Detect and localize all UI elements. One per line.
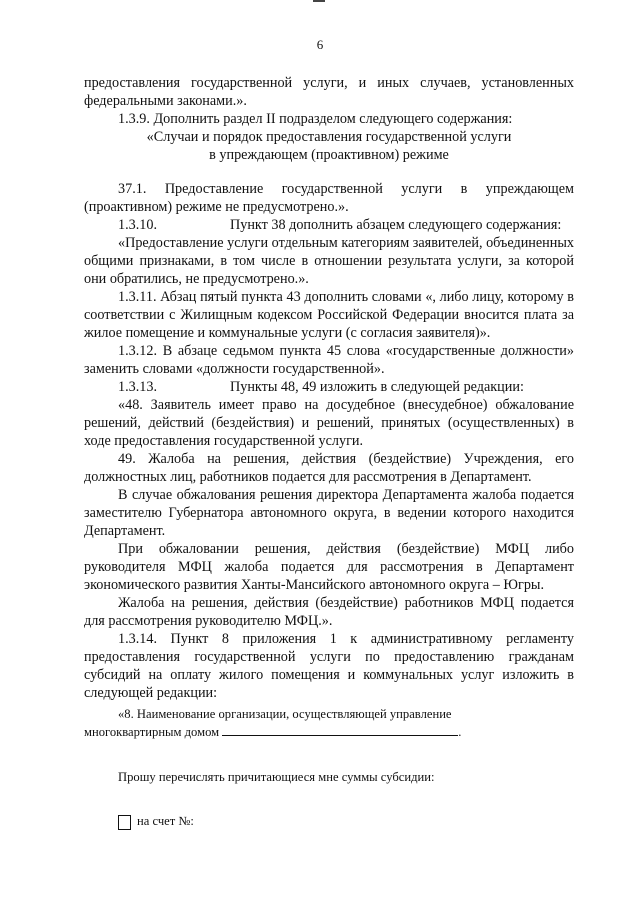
paragraph: 1.3.11. Абзац пятый пункта 43 дополнить словами «, либо лицу, которому в соответствии с Жилищным кодексом Российской Федерации вносится плата за жилое помещение и коммунальные услуги (с согласия заявителя)». [84, 289, 574, 341]
checkbox-icon [118, 815, 131, 830]
item-text: Пункты 48, 49 изложить в следующей редакции: [230, 379, 524, 395]
document-body [84, 74, 574, 830]
paragraph: Жалоба на решения, действия (бездействие) работников МФЦ подается для рассмотрения руководителю МФЦ.». [84, 595, 574, 629]
account-label: на счет №: [137, 814, 194, 828]
paragraph: При обжаловании решения, действия (бездействие) МФЦ либо руководителя МФЦ жалоба подается для рассмотрения в Департамент экономического развития Ханты-Мансийского автономного округа – Югры. [84, 541, 574, 593]
form-request: Прошу перечислять причитающиеся мне суммы субсидии: [118, 770, 435, 784]
paragraph: 1.3.14. Пункт 8 приложения 1 к административному регламенту предоставления государственной услуги по предоставлению гражданам субсидий на оплату жилого помещения и коммунальных услуг изложить в следующей редакции: [84, 631, 574, 701]
paragraph: 1.3.9. Дополнить раздел II подразделом следующего содержания: [118, 111, 513, 127]
paragraph: предоставления государственной услуги, и иных случаев, установленных федеральными законами.». [84, 75, 574, 109]
top-mark [313, 0, 325, 2]
form-label: многоквартирным домом [84, 725, 220, 739]
subsection-heading: «Случаи и порядок предоставления государственной услуги [146, 129, 512, 145]
form-block [84, 706, 574, 830]
paragraph: В случае обжалования решения директора Департамента жалоба подается заместителю Губернатора автономного округа, в ведении которого находится Департамент. [84, 487, 574, 539]
paragraph: «Предоставление услуги отдельным категориям заявителей, объединенных общими признаками, в том числе в отношении результата услуги, за которой они обратились, не предусмотрено.». [84, 235, 574, 287]
item-number: 1.3.10. [118, 217, 158, 233]
page-number: 6 [316, 37, 324, 52]
paragraph: 37.1. Предоставление государственной услуги в упреждающем (проактивном) режиме не предусмотрено.». [84, 181, 574, 215]
form-line: многоквартирным домом . [84, 725, 462, 739]
item-text: Пункт 38 дополнить абзацем следующего содержания: [230, 217, 562, 233]
account-row [84, 813, 574, 830]
subsection-heading: в упреждающем (проактивном) режиме [209, 147, 449, 163]
paragraph: 49. Жалоба на решения, действия (бездействие) Учреждения, его должностных лиц, работников подается для рассмотрения в Департамент. [84, 451, 574, 485]
numbered-item [84, 216, 574, 234]
fill-in-line [222, 723, 458, 736]
paragraph: 1.3.12. В абзаце седьмом пункта 45 слова «государственные должности» заменить словами «должности государственной». [84, 343, 574, 377]
item-number: 1.3.13. [118, 379, 158, 395]
form-line: «8. Наименование организации, осуществляющей управление [118, 707, 452, 721]
paragraph: «48. Заявитель имеет право на досудебное (внесудебное) обжалование решений, действий (бездействия) и решений, принятых (осуществленных) в ходе предоставления государственной услуги. [84, 397, 574, 449]
numbered-item [84, 378, 574, 396]
